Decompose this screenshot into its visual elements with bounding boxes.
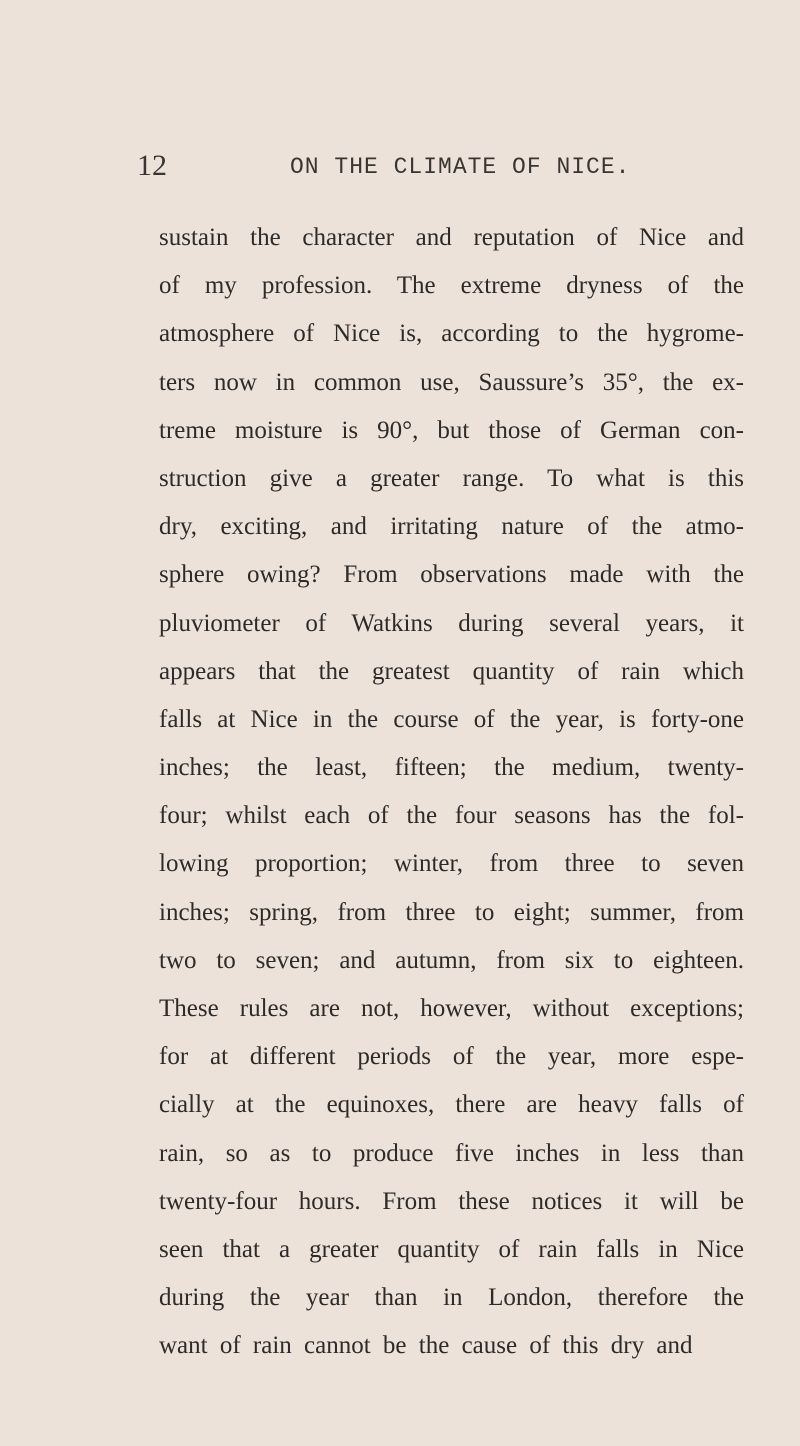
- text-line: falls at Nice in the course of the year, is forty-one: [159, 705, 744, 733]
- text-line: sustain the character and reputation of Nice and: [159, 224, 744, 251]
- text-line: during the year than in London, therefore the: [159, 1284, 744, 1312]
- text-line: sphere owing? From observations made with the: [159, 561, 744, 589]
- text-line: lowing proportion; winter, from three to seven: [159, 850, 744, 878]
- text-line: inches; spring, from three to eight; summer, from: [159, 898, 744, 926]
- running-head: ON THE CLIMATE OF NICE.: [290, 154, 631, 180]
- page-header: [0, 146, 800, 186]
- text-line: appears that the greatest quantity of rain which: [159, 657, 744, 685]
- text-line: inches; the least, fifteen; the medium, twenty-: [159, 754, 744, 782]
- text-line: four; whilst each of the four seasons has the fol-: [159, 802, 744, 830]
- body-text: [159, 214, 744, 1371]
- text-line: rain, so as to produce five inches in less than: [159, 1139, 744, 1167]
- text-line: seen that a greater quantity of rain falls in Nice: [159, 1235, 744, 1263]
- text-line: cially at the equinoxes, there are heavy falls of: [159, 1091, 744, 1119]
- text-line: ters now in common use, Saussure’s 35°, the ex-: [159, 368, 744, 396]
- text-line: two to seven; and autumn, from six to eighteen.: [159, 946, 744, 974]
- text-line: for at different periods of the year, more espe-: [159, 1043, 744, 1071]
- text-line: dry, exciting, and irritating nature of the atmo-: [159, 513, 744, 541]
- text-line: struction give a greater range. To what is this: [159, 464, 744, 492]
- text-line: twenty-four hours. From these notices it will be: [159, 1187, 744, 1215]
- text-line: treme moisture is 90°, but those of German con-: [159, 416, 744, 444]
- page-number: 12: [137, 149, 167, 182]
- text-line: pluviometer of Watkins during several years, it: [159, 609, 744, 637]
- text-line: These rules are not, however, without exceptions;: [159, 995, 744, 1022]
- text-line: of my profession. The extreme dryness of the: [159, 272, 744, 300]
- text-line: want of rain cannot be the cause of this dry and: [159, 1332, 693, 1360]
- text-line: atmosphere of Nice is, according to the hygrome-: [159, 320, 744, 348]
